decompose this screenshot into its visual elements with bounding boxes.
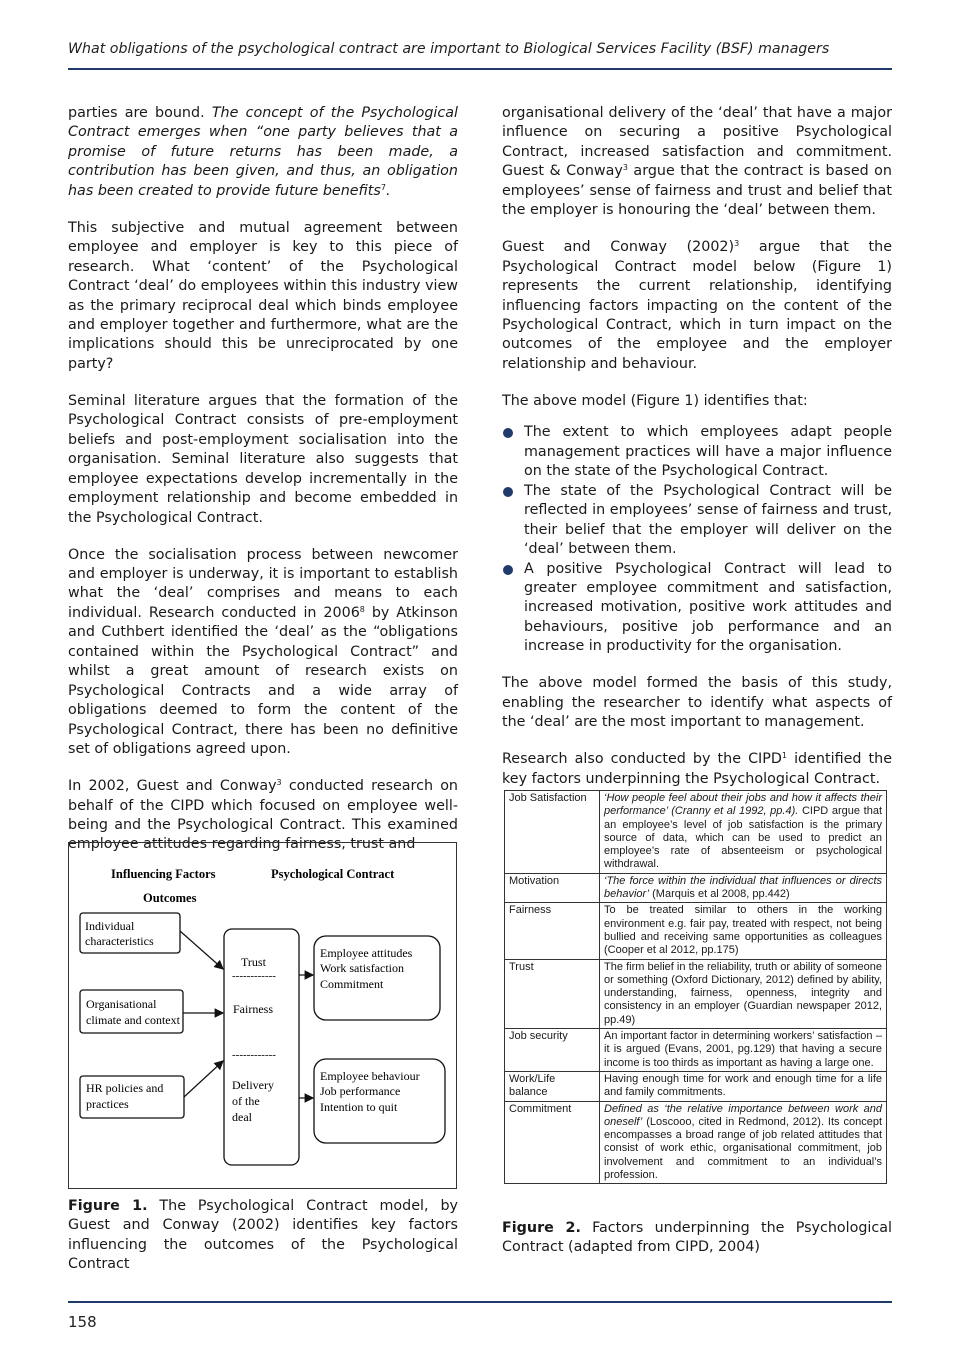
text-run: CIPD argue that an employee’s level of job satisfaction is the primary source of data, which can be used to predict an employee’s rate of absenteeism or psychological withdrawal. xyxy=(604,805,882,871)
label: Job performance xyxy=(320,1084,401,1098)
page-number: 158 xyxy=(68,1313,97,1331)
divider: ------------ xyxy=(232,970,276,982)
table-row xyxy=(505,791,887,874)
paragraph: The above model formed the basis of this study, enabling the researcher to identify what aspects of the ‘deal’ are the most important to management. xyxy=(502,675,892,731)
description-cell xyxy=(600,1101,887,1184)
table-row xyxy=(505,1101,887,1184)
paragraph xyxy=(502,238,892,374)
label: climate and context xyxy=(86,1013,180,1027)
label-delivery: Delivery xyxy=(232,1078,274,1092)
left-column xyxy=(68,104,458,872)
factor-cell: Fairness xyxy=(505,903,600,959)
factor-cell: Commitment xyxy=(505,1101,600,1184)
figure-1-caption xyxy=(68,1197,458,1275)
text-run: argue that the Psychological Contract model below (Figure 1) represents the current relationship, identifying influencing factors impacting on the content of the Psychological Contract, which in turn impact on the outcomes of the employee and the employer relationship and behaviour. xyxy=(502,239,892,372)
header-rule xyxy=(68,68,892,70)
figure-2-table xyxy=(504,790,887,1184)
paragraph: The above model (Figure 1) identifies that: xyxy=(502,392,808,409)
label: Intention to quit xyxy=(320,1100,398,1114)
caption-text: Factors underpinning the Psychological Contract (adapted from CIPD, 2004) xyxy=(502,1220,893,1256)
quote-run: ‘How people feel about their jobs and how it affects their performance’ (Cranny et al 1992, pp.4). xyxy=(604,792,882,818)
paragraph xyxy=(68,104,458,201)
heading-influencing-factors: Influencing Factors xyxy=(111,867,216,881)
label-delivery: deal xyxy=(232,1110,252,1124)
quote-run: Defined as ‘the relative importance between work and oneself’ xyxy=(604,1102,882,1128)
list-item-text: A positive Psychological Contract will lead to greater employee commitment and satisfaction, increased motivation, positive work attitudes and behaviours, positive job performance and an increase in productivity for the organisation. xyxy=(524,560,892,655)
figure-1-diagram xyxy=(68,842,457,1189)
text-run: (Marquis et al 2008, pp.442) xyxy=(649,888,790,901)
description-cell xyxy=(600,903,887,959)
text-run: (Loscooo, cited in Redmond, 2012). Its concept encompasses a broad range of job related attitudes that consist of work ethic, organisational commitment, job involvement and commitment to an individual’s profession. xyxy=(604,1115,882,1182)
bullet-list xyxy=(502,423,892,656)
psychological-contract-model xyxy=(69,843,456,1188)
text-run: parties are bound. xyxy=(68,105,212,121)
text-run: An important factor in determining workers’ satisfaction – it is argued (Evans, 2001, pg.129) that having a secure income is too thirds as important as having a large one. xyxy=(604,1030,882,1069)
citation-sup: 8 xyxy=(359,604,365,614)
table-row xyxy=(505,1029,887,1072)
text-run: Once the socialisation process between newcomer and employer is underway, it is important to establish what the ‘deal’ comprises and means to each individual. Research conducted in 2006 xyxy=(68,546,458,621)
table-row xyxy=(505,1071,887,1101)
quote-run: ‘The force within the individual that influences or directs behavior’ xyxy=(604,874,882,901)
bullet-icon xyxy=(503,428,513,438)
table-row xyxy=(505,959,887,1028)
table-row xyxy=(505,873,887,903)
label: Individual xyxy=(85,919,135,933)
label-fairness: Fairness xyxy=(233,1002,273,1016)
quote-run: The concept of the Psychological Contract emerges when “one party believes that a promise of future returns has been made, a contribution has been given, and thus, an obligation has been created to provide future benefits xyxy=(68,105,458,199)
description-cell xyxy=(600,1071,887,1101)
text-run: by Atkinson and Cuthbert identified the ‘deal’ as the “obligations contained within the Psychological Contract” and whilst a great amount of research exists on Psychological Contracts and a wide array of obligations deemed to form the content of the Psychological Contract, there has been no definitive set of obligations agreed upon. xyxy=(68,604,458,758)
description-cell xyxy=(600,959,887,1028)
factor-cell: Job Satisfaction xyxy=(505,791,600,874)
text-run: Research also conducted by the CIPD xyxy=(502,751,782,768)
text-run: Having enough time for work and enough time for a life and family commitments. xyxy=(604,1072,882,1099)
text-run: . xyxy=(385,182,391,199)
paragraph: Seminal literature argues that the formation of the Psychological Contract consists of pre-employment beliefs and post-employment socialisation into the organisation. Seminal literature also suggests that employee expectations develop incrementally in the employment relationship and become embedded in the Psychological Contract. xyxy=(68,392,458,526)
paragraph: This subjective and mutual agreement between employee and employer is key to this piece of research. What ‘content’ of the Psychological Contract ‘deal’ do employees within this industry view as the primary reciprocal deal which binds employee and employer together and furthermore, what are the implications should this be unreciprocated by one party? xyxy=(68,219,458,372)
list-item xyxy=(502,482,892,560)
caption-label: Figure 2. xyxy=(502,1220,581,1236)
label: Employee attitudes xyxy=(320,946,413,960)
caption-text: The Psychological Contract model, by Guest and Conway (2002) identifies key factors influencing the outcomes of the Psychological Contract xyxy=(68,1198,458,1273)
text-run: organisational delivery of the ‘deal’ that have a major influence on securing a positive Psychological Contract, increased satisfaction and commitment. Guest & Conway xyxy=(502,105,892,180)
figure-2-caption xyxy=(502,1219,892,1258)
citation-sup: 1 xyxy=(781,751,787,761)
factor-cell: Work/Life balance xyxy=(505,1071,600,1101)
citation-sup: 3 xyxy=(734,239,740,249)
list-item-text: The state of the Psychological Contract will be reflected in employees’ sense of fairness and trust, their belief that the employer will deliver on the ‘deal’ between them. xyxy=(524,482,892,558)
text-run: To be treated similar to others in the working environment e.g. fair pay, treated with respect, not being bullied and receiving same opportunities as colleagues (Cooper et al 2012, pp.175) xyxy=(604,904,882,957)
list-item xyxy=(502,423,892,481)
paragraph xyxy=(68,546,458,760)
description-cell xyxy=(600,873,887,903)
label: HR policies and xyxy=(86,1081,164,1095)
caption-label: Figure 1. xyxy=(68,1198,148,1214)
heading-psychological-contract: Psychological Contract xyxy=(271,867,395,881)
bullet-icon xyxy=(503,565,513,575)
description-cell xyxy=(600,1029,887,1072)
table-row xyxy=(505,903,887,959)
text-run: The firm belief in the reliability, truth or ability of someone or something (Oxford Dictionary, 2012) defined by ability, understanding, fairness, openness, integrity and consistency in an employer (Guardian newspaper 2012, pp.49) xyxy=(604,960,882,1026)
label: Commitment xyxy=(320,977,384,991)
list-item xyxy=(502,560,892,657)
arrow xyxy=(184,1061,223,1097)
paragraph xyxy=(502,750,892,789)
heading-outcomes: Outcomes xyxy=(143,891,197,905)
citation-sup: 7 xyxy=(380,182,386,192)
running-title: What obligations of the psychological contract are important to Biological Services Facility (BSF) managers xyxy=(68,41,830,57)
label: Work satisfaction xyxy=(320,961,405,975)
description-cell xyxy=(600,791,887,874)
label-trust: Trust xyxy=(241,955,266,969)
arrow xyxy=(180,931,223,969)
right-column xyxy=(502,104,892,807)
label: Employee behaviour xyxy=(320,1069,420,1083)
label: practices xyxy=(86,1097,129,1111)
citation-sup: 3 xyxy=(276,778,282,788)
footer-rule xyxy=(68,1301,892,1303)
list-item-text: The extent to which employees adapt people management practices will have a major influence on the state of the Psychological Contract. xyxy=(524,424,892,480)
text-run: Guest and Conway (2002) xyxy=(502,239,735,256)
text-run: In 2002, Guest and Conway xyxy=(68,778,277,795)
paragraph xyxy=(502,104,892,221)
factor-cell: Motivation xyxy=(505,873,600,903)
text-run: conducted research on behalf of the CIPD which focused on employee well-being and the Psychological Contract. This examined employee attitudes regarding fairness, trust and xyxy=(68,778,458,853)
factor-cell: Job security xyxy=(505,1029,600,1072)
citation-sup: 3 xyxy=(622,163,628,173)
divider: ------------ xyxy=(232,1049,276,1061)
bullet-icon xyxy=(503,487,513,497)
label: characteristics xyxy=(85,934,154,948)
text-run: argue that the contract is based on employees’ sense of fairness and trust and belief that the employer is honouring the ‘deal’ between them. xyxy=(502,163,892,219)
text-run: identified the key factors underpinning the Psychological Contract. xyxy=(502,751,892,787)
factor-cell: Trust xyxy=(505,959,600,1028)
label-delivery: of the xyxy=(232,1094,260,1108)
label: Organisational xyxy=(86,997,157,1011)
